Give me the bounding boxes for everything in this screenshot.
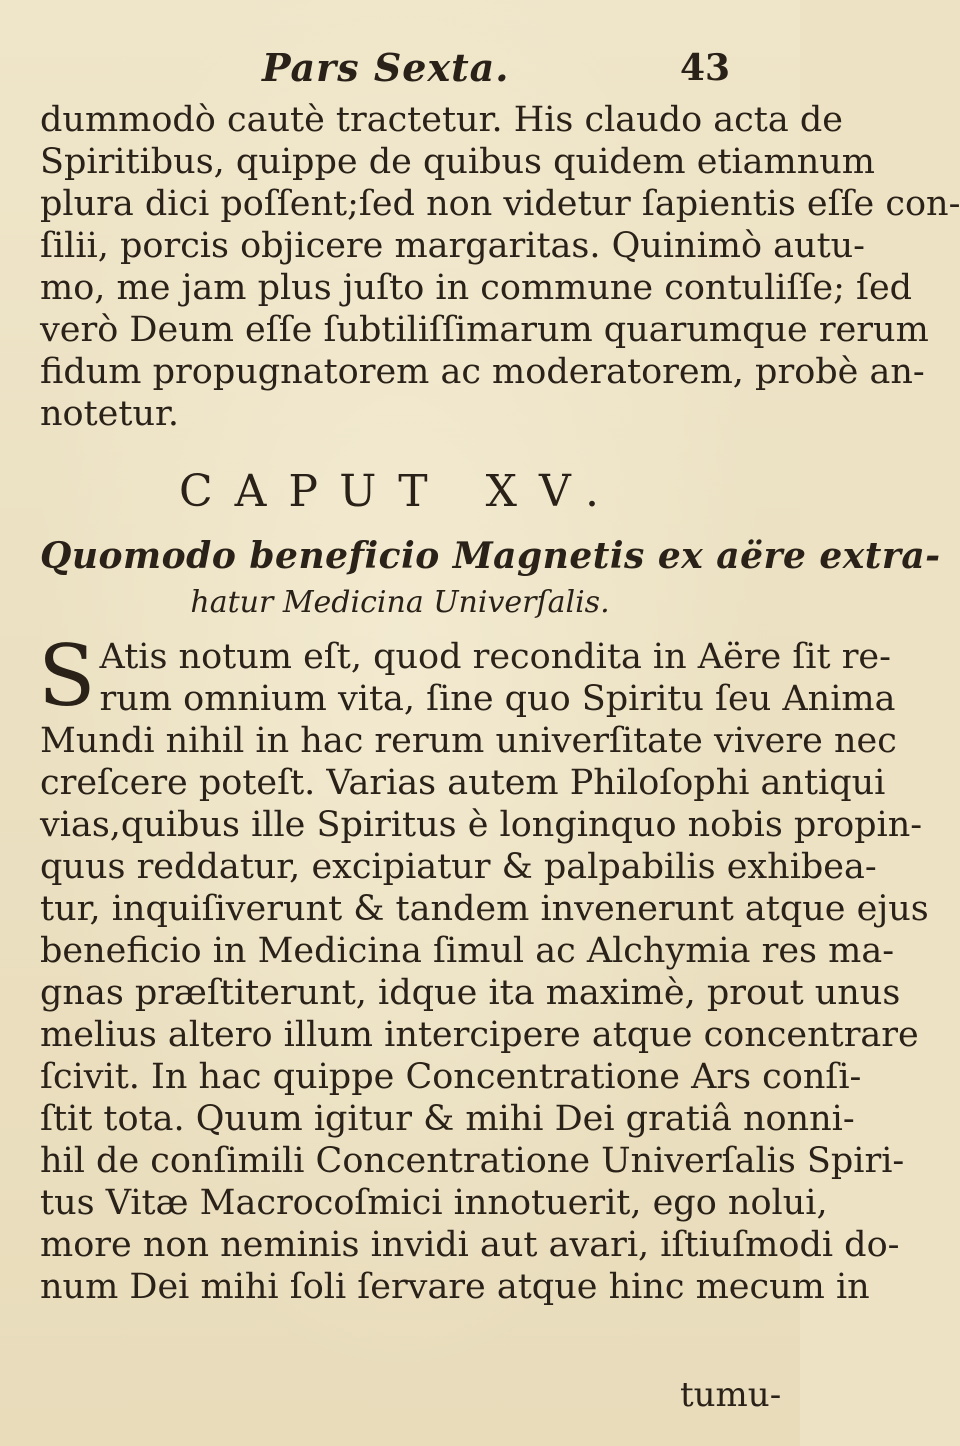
chapter-title-line-1: Quomodo beneficio Magnetis ex aëre extra- (40, 535, 941, 577)
text-line: hil de conſimili Concentratione Univerſalis Spiri- (40, 1141, 905, 1181)
text-line: ſilii, porcis objicere margaritas. Quinimò autu- (40, 226, 865, 266)
text-line: mo, me jam plus juſto in commune contuliſſe; ſed (40, 268, 913, 308)
text-line: creſcere poteſt. Varias autem Philoſophi antiqui (40, 763, 886, 803)
drop-cap: S (38, 627, 96, 725)
text-line: num Dei mihi ſoli ſervare atque hinc mecum in (40, 1267, 870, 1307)
text-line: tus Vitæ Macrocoſmici innotuerit, ego nolui, (40, 1183, 828, 1223)
paragraph-1 (40, 99, 960, 435)
text-line: verò Deum eſſe ſubtiliſſimarum quarumque rerum (40, 310, 929, 350)
text-line: notetur. (40, 394, 180, 434)
text-line: tur, inquiſiverunt & tandem invenerunt atque ejus (40, 889, 929, 929)
running-title: Pars Sexta. (262, 45, 510, 90)
text-line: plura dici poſſent;ſed non videtur ſapientis eſſe con- (40, 184, 960, 224)
page-number: 43 (680, 47, 731, 89)
text-line: rum omnium vita, ſine quo Spiritu ſeu Anima (99, 679, 896, 719)
text-line: more non neminis invidi aut avari, iſtiuſmodi do- (40, 1225, 900, 1265)
text-line: melius altero illum intercipere atque concentrare (40, 1015, 919, 1055)
paragraph-2 (38, 627, 929, 1308)
catchword: tumu- (680, 1375, 782, 1415)
text-line: beneficio in Medicina ſimul ac Alchymia res ma- (40, 931, 895, 971)
text-line: ſcivit. In hac quippe Concentratione Ars conſi- (40, 1057, 862, 1097)
page-header (0, 45, 800, 91)
text-line: Atis notum eſt, quod recondita in Aëre ſit re- (99, 637, 891, 677)
text-line: Mundi nihil in hac rerum univerſitate vivere nec (40, 721, 897, 761)
text-line: vias,quibus ille Spiritus è longinquo nobis propin- (40, 805, 923, 845)
text-line: dummodò cautè tractetur. His claudo acta de (40, 100, 843, 140)
text-line: fidum propugnatorem ac moderatorem, probè an- (40, 352, 925, 392)
chapter-title-line-2: hatur Medicina Univerſalis. (190, 585, 610, 620)
chapter-heading: CAPUT XV. (178, 466, 622, 517)
text-line: Spiritibus, quippe de quibus quidem etiamnum (40, 142, 875, 182)
text-line: ſtit tota. Quum igitur & mihi Dei gratiâ nonni- (40, 1099, 855, 1139)
text-line: gnas præſtiterunt, idque ita maximè, prout unus (40, 973, 901, 1013)
text-line: quus reddatur, excipiatur & palpabilis exhibea- (40, 847, 877, 887)
